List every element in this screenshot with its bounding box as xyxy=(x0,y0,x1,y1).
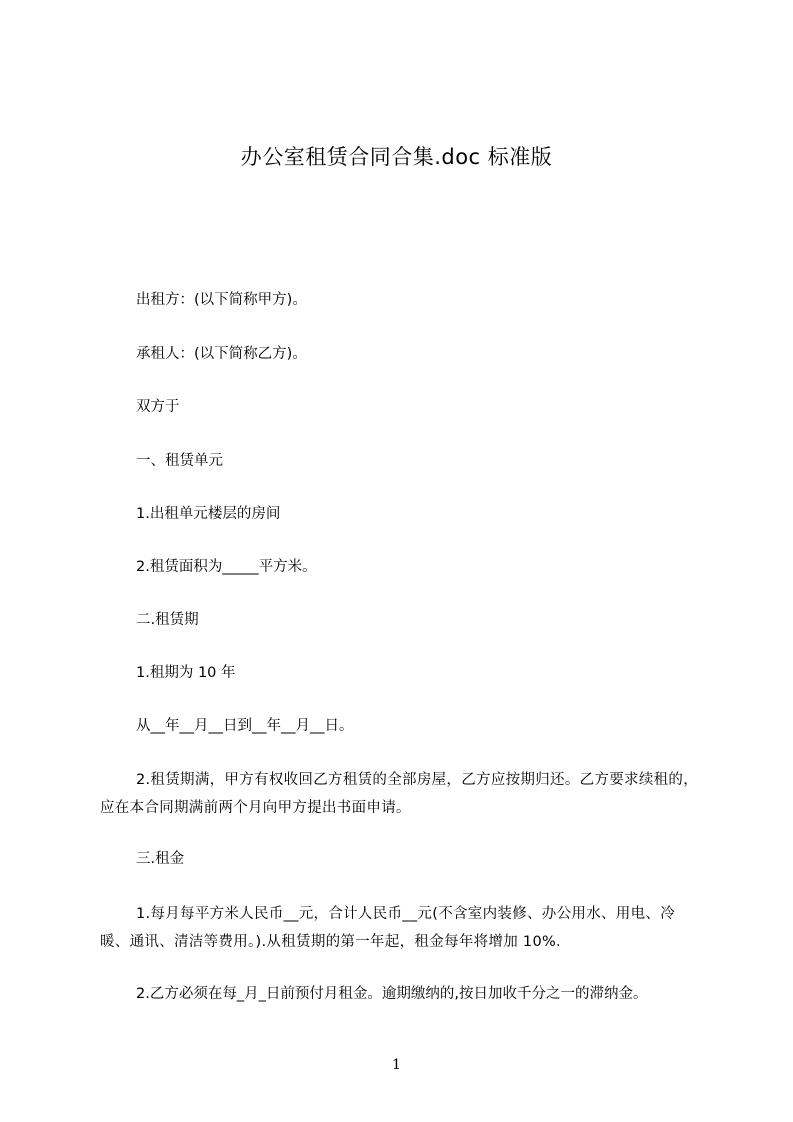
section-heading-lease-unit: 一、租赁单元 xyxy=(136,453,223,469)
lessor-line: 出租方：(以下简称甲方)。 xyxy=(136,292,307,308)
rent-item-2: 2.乙方必须在每_月_日前预付月租金。逾期缴纳的,按日加收千分之一的滞纳金。 xyxy=(136,986,648,1002)
lease-term-period: 从__年__月__日到__年__月__日。 xyxy=(136,718,354,734)
lease-term-item-2: 2.租赁期满，甲方有权收回乙方租赁的全部房屋，乙方应按期归还。乙方要求续租的，应在本合同期满前两个月向甲方提出书面申请。 xyxy=(100,772,699,816)
section-heading-rent: 三.租金 xyxy=(136,851,185,867)
section-heading-lease-term: 二.租赁期 xyxy=(136,612,199,628)
lessee-line: 承租人：(以下简称乙方)。 xyxy=(136,346,307,362)
lease-term-item-1: 1.租期为 10 年 xyxy=(136,665,236,681)
lease-unit-item-1: 1.出租单元楼层的房间 xyxy=(136,506,281,522)
both-parties-line: 双方于 xyxy=(136,399,180,415)
rent-item-1: 1.每月每平方米人民币__元，合计人民币__元(不含室内装修、办公用水、用电、冷暖、通讯、清洁等费用。).从租赁期的第一年起，租金每年将增加 10%. xyxy=(100,906,675,950)
document-title: 办公室租赁合同合集.doc 标准版 xyxy=(240,145,553,169)
lease-unit-item-2: 2.租赁面积为_____平方米。 xyxy=(136,559,317,575)
page-number: 1 xyxy=(392,1057,401,1073)
